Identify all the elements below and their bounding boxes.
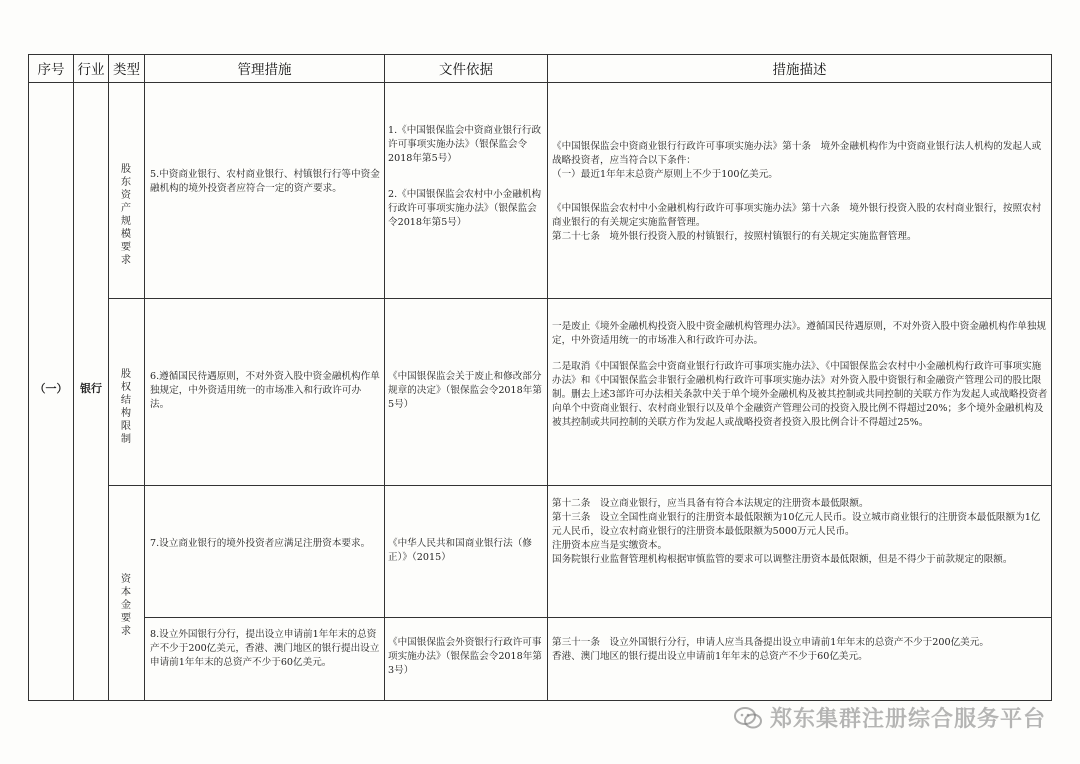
header-measure: 管理措施 [237, 62, 292, 78]
basis-6: 《中国银保监会关于废止和修改部分规章的决定》（银保监会令2018年第5号） [388, 371, 542, 410]
basis-5-item-2: 2.《中国银保监会农村中小金融机构行政许可事项实施办法》（银保监会令2018年第5号） [388, 189, 542, 228]
watermark-text: 郑东集群注册综合服务平台 [769, 707, 1046, 732]
type-label-capital: 资本金要求 [120, 574, 132, 637]
description-7-line-1: 第十二条 设立商业银行，应当具备有符合本法规定的注册资本最低限额。 [552, 498, 869, 509]
industry-label: 银行 [80, 382, 102, 395]
row-separator-2 [108, 485, 1052, 486]
description-7-line-3: 注册资本应当是实缴资本。 [552, 540, 668, 551]
header-bottom-border [28, 82, 1052, 83]
col-divider-1 [73, 54, 74, 701]
type-label-asset-scale: 股东资产规模要求 [120, 164, 132, 266]
description-7 [552, 497, 1048, 567]
basis-5-item-1: 1.《中国银保监会中资商业银行行政许可事项实施办法》（银保监会令2018年第5号） [388, 125, 542, 164]
header-description: 措施描述 [772, 62, 827, 78]
wechat-icon [734, 706, 762, 730]
description-6-para-2: 二是取消《中国银保监会中资商业银行行政许可事项实施办法》、《中国银保监会农村中小金融机构行政许可事项实施办法》和《中国银保监会非银行金融机构行政许可事项实施办法》对外资入股中资银行和金融资产管理公司的股比限制。删去上述3部许可办法相关条款中关于单个境外金融机构及被其控制或共同控制的关联方作为发起人或战略投资者向单个中资商业银行、农村商业银行以及单个金融资产管理公司的投资入股比例不得超过20%；多个境外金融机构及被其控制或共同控制的关联方作为发起人或战略投资者投资入股比例合计不得超过25%。 [552, 361, 1048, 428]
col-divider-5 [547, 54, 548, 701]
description-8 [552, 636, 1048, 664]
description-5-line-2: （一）最近1年年末总资产原则上不少于100亿美元。 [552, 169, 778, 180]
right-border [1051, 54, 1052, 701]
header-index: 序号 [37, 62, 65, 78]
header-basis: 文件依据 [439, 62, 493, 78]
basis-7: 《中华人民共和国商业银行法（修正）》（2015） [388, 538, 532, 563]
measure-6: 6.遵循国民待遇原则，不对外资入股中资金融机构作单独规定，中外资适用统一的市场准入和行政许可办法。 [150, 371, 380, 410]
description-6-para-1: 一是废止《境外金融机构投资入股中资金融机构管理办法》。遵循国民待遇原则，不对外资入股中资金融机构作单独规定，中外资适用统一的市场准入和行政许可办法。 [552, 321, 1047, 346]
description-5 [552, 140, 1048, 244]
col-divider-3 [144, 54, 145, 701]
watermark [734, 702, 1046, 733]
row-separator-1 [108, 298, 1052, 299]
row-separator-3 [144, 617, 1052, 618]
description-7-line-2: 第十三条 设立全国性商业银行的注册资本最低限额为10亿元人民币。设立城市商业银行的注册资本最低限额为1亿元人民币，设立农村商业银行的注册资本最低限额为5000万元人民币。 [552, 512, 1041, 537]
measure-7: 7.设立商业银行的境外投资者应满足注册资本要求。 [150, 538, 371, 549]
basis-5 [388, 124, 544, 230]
description-5-line-4: 第二十七条 境外银行投资入股的村镇银行，按照村镇银行的有关规定实施监督管理。 [552, 231, 917, 242]
description-6 [552, 320, 1048, 430]
description-8-line-2: 香港、澳门地区的银行提出设立申请前1年年末的总资产不少于60亿美元。 [552, 651, 868, 662]
description-5-line-3: 《中国银保监会农村中小金融机构行政许可事项实施办法》第十六条 境外银行投资入股的农村商业银行，按照农村商业银行的有关规定实施监督管理。 [552, 203, 1042, 228]
col-divider-2 [108, 54, 109, 701]
header-industry: 行业 [77, 62, 105, 78]
description-5-line-1: 《中国银保监会中资商业银行行政许可事项实施办法》第十条 境外金融机构作为中资商业银行法人机构的发起人或战略投资者，应当符合以下条件： [552, 141, 1042, 166]
measure-5: 5.中资商业银行、农村商业银行、村镇银行行等中资金融机构的境外投资者应符合一定的资产要求。 [150, 169, 380, 194]
left-border [28, 54, 29, 701]
header-type: 类型 [113, 62, 140, 78]
col-divider-4 [384, 54, 385, 701]
basis-8: 《中国银保监会外资银行行政许可事项实施办法》（银保监会令2018年第3号） [388, 637, 542, 676]
row-index: （一） [34, 382, 68, 395]
description-7-line-4: 国务院银行业监督管理机构根据审慎监管的要求可以调整注册资本最低限额，但是不得少于前款规定的限额。 [552, 554, 1013, 565]
measure-8: 8.设立外国银行分行，提出设立申请前1年年末的总资产不少于200亿美元，香港、澳门地区的银行提出设立申请前1年年末的总资产不少于60亿美元。 [150, 629, 380, 668]
table-bottom-border [28, 700, 1052, 701]
type-label-equity-structure: 股权结构限制 [120, 369, 132, 445]
description-8-line-1: 第三十一条 设立外国银行分行，申请人应当具备提出设立申请前1年年末的总资产不少于200亿美元。 [552, 637, 989, 648]
